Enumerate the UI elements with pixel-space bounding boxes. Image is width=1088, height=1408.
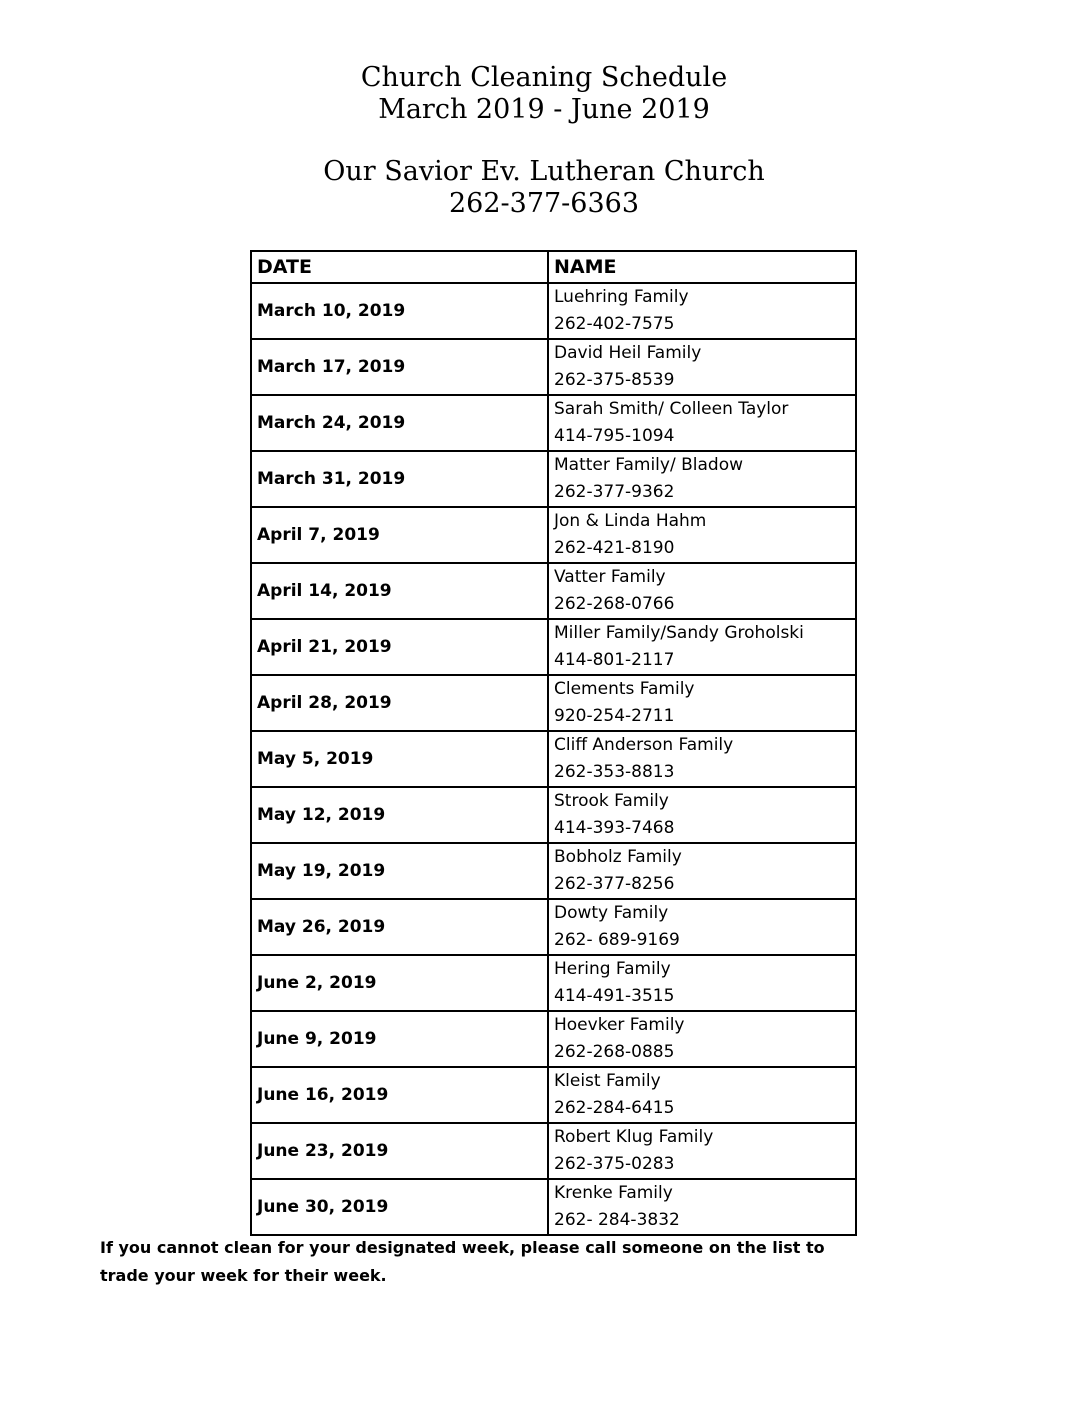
name-cell	[548, 1011, 856, 1067]
table-header-row	[251, 251, 856, 283]
date-cell: March 17, 2019	[251, 339, 548, 395]
date-cell: April 28, 2019	[251, 675, 548, 731]
date-cell: June 2, 2019	[251, 955, 548, 1011]
table-row	[251, 787, 856, 843]
table-row	[251, 1067, 856, 1123]
table-row	[251, 843, 856, 899]
name-cell	[548, 955, 856, 1011]
schedule-date-range: March 2019 - June 2019	[378, 94, 710, 125]
volunteer-phone: 262-268-0885	[554, 1042, 675, 1062]
volunteer-name: Clements Family	[554, 679, 695, 699]
volunteer-name: Strook Family	[554, 791, 669, 811]
name-cell	[548, 507, 856, 563]
name-cell	[548, 339, 856, 395]
date-cell: May 5, 2019	[251, 731, 548, 787]
volunteer-phone: 414-393-7468	[554, 818, 675, 838]
church-phone: 262-377-6363	[448, 188, 640, 219]
table-row	[251, 451, 856, 507]
column-header-date: DATE	[251, 251, 548, 283]
name-cell	[548, 675, 856, 731]
volunteer-phone: 262-353-8813	[554, 762, 675, 782]
date-cell: May 26, 2019	[251, 899, 548, 955]
volunteer-phone: 414-795-1094	[554, 426, 675, 446]
church-name: Our Savior Ev. Lutheran Church	[323, 156, 765, 187]
volunteer-name: Dowty Family	[554, 903, 669, 923]
date-cell: March 10, 2019	[251, 283, 548, 339]
date-cell: April 21, 2019	[251, 619, 548, 675]
volunteer-name: Hering Family	[554, 959, 671, 979]
date-cell: March 24, 2019	[251, 395, 548, 451]
table-row	[251, 283, 856, 339]
table-row	[251, 395, 856, 451]
name-cell	[548, 283, 856, 339]
date-cell: June 30, 2019	[251, 1179, 548, 1235]
volunteer-phone: 262-402-7575	[554, 314, 675, 334]
table-row	[251, 675, 856, 731]
schedule-table	[250, 250, 857, 1236]
table-row	[251, 1123, 856, 1179]
volunteer-phone: 262-268-0766	[554, 594, 675, 614]
name-cell	[548, 787, 856, 843]
volunteer-name: Sarah Smith/ Colleen Taylor	[554, 399, 789, 419]
volunteer-phone: 262-284-6415	[554, 1098, 675, 1118]
volunteer-name: Kleist Family	[554, 1071, 661, 1091]
name-cell	[548, 563, 856, 619]
volunteer-name: Miller Family/Sandy Groholski	[554, 623, 804, 643]
volunteer-name: Jon & Linda Hahm	[554, 511, 707, 531]
name-cell	[548, 395, 856, 451]
date-cell: March 31, 2019	[251, 451, 548, 507]
volunteer-name: Robert Klug Family	[554, 1127, 714, 1147]
date-cell: April 7, 2019	[251, 507, 548, 563]
page-title: Church Cleaning Schedule	[360, 62, 728, 93]
name-cell	[548, 731, 856, 787]
volunteer-phone: 262-421-8190	[554, 538, 675, 558]
volunteer-name: Cliff Anderson Family	[554, 735, 734, 755]
volunteer-name: Hoevker Family	[554, 1015, 685, 1035]
volunteer-name: Vatter Family	[554, 567, 666, 587]
date-cell: May 12, 2019	[251, 787, 548, 843]
name-cell	[548, 1179, 856, 1235]
volunteer-name: Bobholz Family	[554, 847, 682, 867]
volunteer-name: Krenke Family	[554, 1183, 673, 1203]
volunteer-phone: 262- 689-9169	[554, 930, 680, 950]
date-cell: April 14, 2019	[251, 563, 548, 619]
volunteer-phone: 262-377-8256	[554, 874, 675, 894]
column-header-name: NAME	[548, 251, 856, 283]
table-row	[251, 507, 856, 563]
volunteer-name: Luehring Family	[554, 287, 689, 307]
name-cell	[548, 1067, 856, 1123]
volunteer-name: Matter Family/ Bladow	[554, 455, 744, 475]
table-row	[251, 1179, 856, 1235]
volunteer-phone: 920-254-2711	[554, 706, 675, 726]
volunteer-phone: 262-377-9362	[554, 482, 675, 502]
name-cell	[548, 843, 856, 899]
name-cell	[548, 1123, 856, 1179]
volunteer-phone: 414-801-2117	[554, 650, 675, 670]
table-row	[251, 731, 856, 787]
volunteer-phone: 262- 284-3832	[554, 1210, 680, 1230]
table-row	[251, 339, 856, 395]
table-row	[251, 955, 856, 1011]
volunteer-phone: 262-375-0283	[554, 1154, 675, 1174]
date-cell: June 9, 2019	[251, 1011, 548, 1067]
table-row	[251, 1011, 856, 1067]
date-cell: June 23, 2019	[251, 1123, 548, 1179]
volunteer-name: David Heil Family	[554, 343, 702, 363]
table-row	[251, 563, 856, 619]
table-row	[251, 899, 856, 955]
schedule-table-body	[251, 283, 856, 1235]
name-cell	[548, 619, 856, 675]
date-cell: June 16, 2019	[251, 1067, 548, 1123]
volunteer-phone: 414-491-3515	[554, 986, 675, 1006]
volunteer-phone: 262-375-8539	[554, 370, 675, 390]
table-row	[251, 619, 856, 675]
date-cell: May 19, 2019	[251, 843, 548, 899]
name-cell	[548, 451, 856, 507]
name-cell	[548, 899, 856, 955]
footer-note: If you cannot clean for your designated week, please call someone on the list to trade your week for their week.	[100, 1238, 825, 1285]
